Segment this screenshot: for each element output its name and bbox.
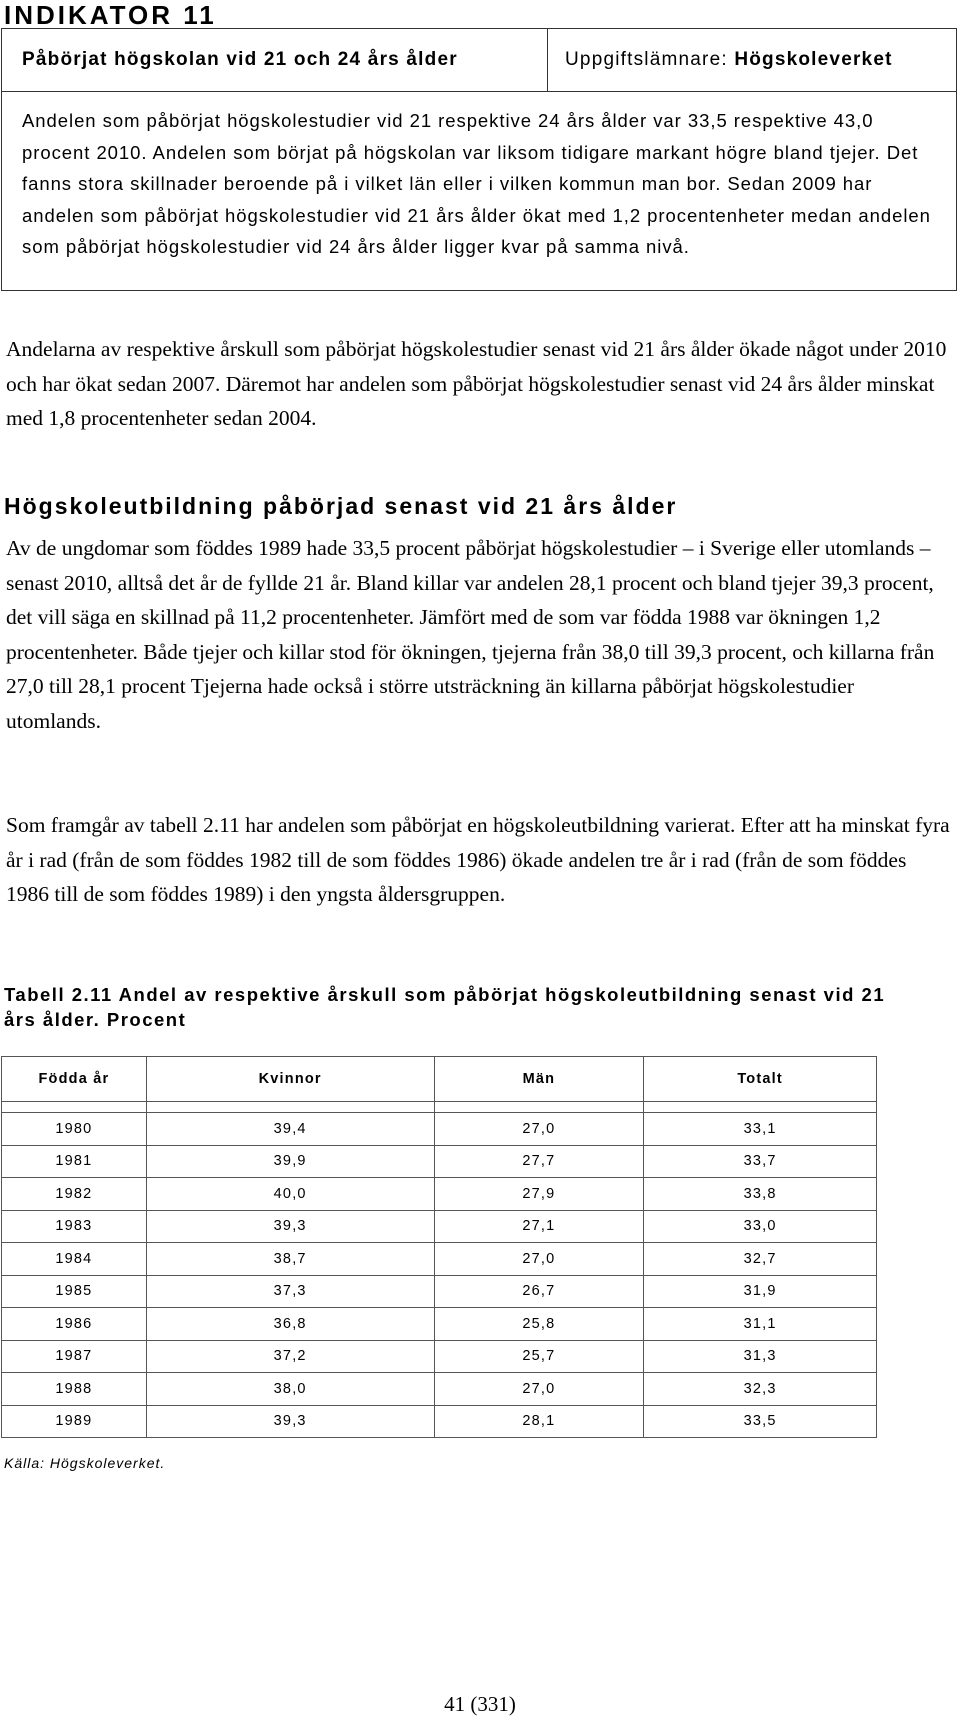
cell-women: 39,3 — [146, 1405, 434, 1438]
body-paragraph-1: Andelarna av respektive årskull som påbörjat högskolestudier senast vid 21 års ålder ökade något under 2010 och har ökat sedan 2007. Däremot har andelen som påbörjat högskolestudier senast vid 24 års ålder minskat med 1,8 procentenheter sedan 2004. — [6, 337, 947, 430]
cell-total: 33,5 — [644, 1405, 877, 1438]
column-header-men: Män — [434, 1057, 644, 1102]
table-row — [2, 1275, 877, 1308]
body-paragraph-2: Av de ungdomar som föddes 1989 hade 33,5 procent påbörjat högskolestudier – i Sverige eller utomlands – senast 2010, alltså det år de fyllde 21 år. Bland killar var andelen 28,1 procent och bland tjejer 39,3 procent, det vill säga en skillnad på 11,2 procentenheter. Jämfört med de som var födda 1988 var ökningen 1,2 procentenheter. Både tjejer och killar stod för ökningen, tjejerna från 38,0 till 39,3 procent, och killarna från 27,0 till 28,1 procent Tjejerna hade också i större utsträckning än killarna påbörjat högskolestudier utomlands. — [6, 536, 935, 733]
column-header-birth-year: Födda år — [2, 1057, 147, 1102]
table-row — [2, 1405, 877, 1438]
cell-total: 31,1 — [644, 1308, 877, 1341]
cell-birth-year: 1980 — [2, 1113, 147, 1146]
indicator-title: INDIKATOR 11 — [4, 0, 217, 30]
data-provider-name: Högskoleverket — [734, 49, 893, 70]
cell-women: 38,7 — [146, 1243, 434, 1276]
cell-men: 26,7 — [434, 1275, 644, 1308]
cell-women: 38,0 — [146, 1373, 434, 1406]
cell-men: 27,0 — [434, 1243, 644, 1276]
page-number: 41 (331) — [444, 1692, 516, 1716]
cell-birth-year: 1983 — [2, 1210, 147, 1243]
table-row — [2, 1210, 877, 1243]
cell-men: 27,9 — [434, 1178, 644, 1211]
indicator-summary: Andelen som påbörjat högskolestudier vid 21 respektive 24 års ålder var 33,5 respektive 43,0 procent 2010. Andelen som börjat på högskolan var liksom tidigare markant högre bland tjejer. Det fanns stora skillnader beroende på i vilket län eller i vilken kommun man bor. Sedan 2009 har andelen som påbörjat högskolestudier vid 21 års ålder ökat med 1,2 procentenheter medan andelen som påbörjat högskolestudier vid 24 års ålder ligger kvar på samma nivå. — [22, 110, 931, 257]
cell-total: 32,7 — [644, 1243, 877, 1276]
cell-women: 39,3 — [146, 1210, 434, 1243]
cell-total: 33,0 — [644, 1210, 877, 1243]
table-row — [2, 1113, 877, 1146]
table-spacer-row — [2, 1102, 877, 1113]
info-box-header — [2, 29, 956, 92]
cell-women: 39,4 — [146, 1113, 434, 1146]
cell-total: 33,1 — [644, 1113, 877, 1146]
cell-women: 37,3 — [146, 1275, 434, 1308]
cell-men: 27,0 — [434, 1373, 644, 1406]
section-heading: Högskoleutbildning påbörjad senast vid 21 års ålder — [4, 493, 678, 519]
data-table — [1, 1056, 877, 1438]
cell-birth-year: 1985 — [2, 1275, 147, 1308]
cell-women: 36,8 — [146, 1308, 434, 1341]
table-header-row — [2, 1057, 877, 1102]
cell-men: 28,1 — [434, 1405, 644, 1438]
cell-birth-year: 1989 — [2, 1405, 147, 1438]
indicator-box-title: Påbörjat högskolan vid 21 och 24 års ålder — [2, 29, 548, 91]
cell-men: 27,1 — [434, 1210, 644, 1243]
cell-total: 31,3 — [644, 1340, 877, 1373]
table-source: Källa: Högskoleverket. — [4, 1455, 166, 1471]
cell-total: 33,7 — [644, 1145, 877, 1178]
cell-total: 31,9 — [644, 1275, 877, 1308]
cell-birth-year: 1984 — [2, 1243, 147, 1276]
table-row — [2, 1340, 877, 1373]
table-row — [2, 1145, 877, 1178]
cell-women: 37,2 — [146, 1340, 434, 1373]
column-header-total: Totalt — [644, 1057, 877, 1102]
table-body — [2, 1102, 877, 1438]
cell-birth-year: 1982 — [2, 1178, 147, 1211]
cell-men: 27,0 — [434, 1113, 644, 1146]
cell-birth-year: 1981 — [2, 1145, 147, 1178]
cell-men: 27,7 — [434, 1145, 644, 1178]
table-row — [2, 1308, 877, 1341]
data-provider-label: Uppgiftslämnare: — [565, 49, 735, 70]
body-paragraph-3: Som framgår av tabell 2.11 har andelen som påbörjat en högskoleutbildning varierat. Efter att ha minskat fyra år i rad (från de som föddes 1982 till de som föddes 1986) ökade andelen tre år i rad (från de som föddes 1986 till de som föddes 1989) i den yngsta åldersgruppen. — [6, 813, 950, 906]
table-caption: Tabell 2.11 Andel av respektive årskull som påbörjat högskoleutbildning senast vid 21 års ålder. Procent — [4, 984, 886, 1030]
cell-men: 25,7 — [434, 1340, 644, 1373]
cell-birth-year: 1988 — [2, 1373, 147, 1406]
cell-birth-year: 1987 — [2, 1340, 147, 1373]
cell-men: 25,8 — [434, 1308, 644, 1341]
table-row — [2, 1243, 877, 1276]
table-row — [2, 1373, 877, 1406]
column-header-women: Kvinnor — [146, 1057, 434, 1102]
indicator-info-box — [1, 28, 957, 291]
data-provider — [548, 29, 956, 91]
cell-women: 39,9 — [146, 1145, 434, 1178]
table-row — [2, 1178, 877, 1211]
cell-total: 32,3 — [644, 1373, 877, 1406]
cell-birth-year: 1986 — [2, 1308, 147, 1341]
cell-total: 33,8 — [644, 1178, 877, 1211]
cell-women: 40,0 — [146, 1178, 434, 1211]
